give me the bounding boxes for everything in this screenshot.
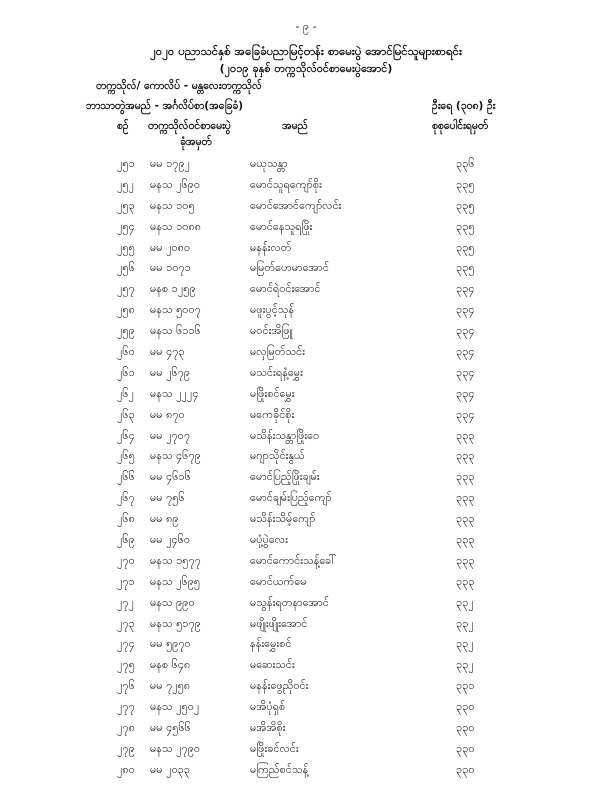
row-number: ၂၇၆	[117, 679, 135, 693]
page-number: - ၉ -	[295, 20, 317, 33]
roll-number: မမ ၅၉၇၀	[150, 637, 191, 651]
roll-number: မနသ ၂၅၀၂	[150, 700, 200, 714]
row-number: ၂၅၁	[117, 157, 135, 170]
table-row	[0, 533, 612, 554]
table-row	[0, 554, 612, 575]
total-marks: ၃၃၃	[456, 512, 475, 526]
row-number: ၂၆၇	[117, 491, 135, 505]
row-number: ၂၆၉	[117, 533, 135, 547]
roll-number: မနသ ၂၆၉၀	[150, 177, 201, 191]
roll-number: မနစ ၆၄၈	[150, 658, 191, 672]
total-marks: ၃၃၃	[456, 574, 475, 588]
row-number: ၂၇၈	[117, 721, 135, 735]
subject-line: ဘာသာတွဲအမည် - အင်္ဂလိပ်စာ(အခြေခံ)	[86, 100, 243, 112]
student-name: မနန်းလတ်	[250, 240, 292, 254]
roll-number: မနသ ၄၆၇၉	[150, 449, 201, 463]
total-marks: ၃၃၁	[456, 679, 475, 693]
table-row	[0, 261, 612, 282]
header-roll: တက္ကသိုလ်ဝင်စာမေးပွဲ	[148, 120, 231, 132]
row-number: ၂၅၈	[117, 303, 135, 317]
table-row	[0, 178, 612, 199]
roll-number: မမ ၄၅၆၆	[150, 721, 191, 735]
table-row	[0, 763, 612, 784]
row-number: ၂၇၂	[117, 595, 134, 609]
roll-number: မနသ ၂၂၂၄	[150, 386, 199, 400]
row-number: ၂၅၅	[117, 240, 135, 254]
roll-number: မနစ ၁၂၅၉	[150, 282, 196, 296]
roll-number: မမ ၁၇၉၂	[150, 157, 191, 170]
roll-number: မမ ၈၉	[150, 512, 179, 526]
total-marks: ၃၃၆	[456, 157, 475, 170]
total-marks: ၃၃၀	[456, 741, 475, 755]
table-row	[0, 199, 612, 220]
roll-number: မနသ ၂၆၉၅	[150, 574, 201, 588]
table-row	[0, 512, 612, 533]
table-row	[0, 617, 612, 638]
results-table	[0, 157, 612, 784]
total-marks: ၃၃၂	[456, 595, 474, 609]
row-number: ၂၅၉	[117, 324, 135, 338]
table-row	[0, 742, 612, 763]
row-number: ၂၆၁	[117, 365, 135, 379]
total-marks: ၃၃၃	[456, 491, 475, 505]
student-name: မအိအိစိုး	[250, 721, 286, 735]
table-row	[0, 596, 612, 617]
total-marks: ၃၃၄	[456, 386, 475, 400]
student-name: မသိန်းသန္တာဖြိုးဝေ	[250, 428, 320, 442]
student-name: မကြည်စင်သန့်	[250, 762, 309, 776]
row-number: ၂၆၅	[117, 449, 135, 463]
roll-number: မမ ၂၆၇၉	[150, 365, 191, 379]
total-marks: ၃၃၂	[456, 616, 474, 630]
total-marks: ၃၃၂	[456, 658, 474, 672]
student-name: မောင်အောင်ကျော်လင်း	[250, 198, 342, 212]
student-name: မောင်ရဲဝင်းအောင်	[250, 282, 321, 296]
header-no: စဉ်	[117, 120, 129, 132]
total-marks: ၃၃၄	[456, 345, 475, 359]
total-marks: ၃၃၄	[456, 407, 475, 421]
row-number: ၂၅၆	[117, 261, 135, 275]
student-name: မောင်ကောင်းသန့်ခေါ်	[250, 553, 337, 567]
table-row	[0, 157, 612, 178]
student-name: မကေခိုင်စိုး	[250, 407, 295, 421]
total-marks: ၃၃၅	[456, 219, 475, 233]
total-marks: ၃၃၅	[456, 198, 475, 212]
table-row	[0, 575, 612, 596]
roll-number: မနသ ၁၀၈၈	[150, 219, 202, 233]
row-number: ၂၇၃	[117, 616, 135, 630]
total-marks: ၃၃၄	[456, 282, 475, 296]
table-row	[0, 366, 612, 387]
row-number: ၂၇၉	[117, 741, 135, 755]
table-row	[0, 721, 612, 742]
student-name: မသိန်းသိမ့်ကျော်	[250, 512, 316, 526]
row-number: ၂၈၀	[117, 762, 135, 776]
roll-number: မနသ ၆၁၁၆	[150, 324, 201, 338]
document-title: ၂၀၂၀ ပညာသင်နှစ် အခြေခံပညာမြင့်တန်း စာမေးပွဲ အောင်မြင်သူများစာရင်း	[150, 44, 462, 58]
university-line: တက္ကသိုလ်/ ကောလိပ် - မန္တလေးတက္ကသိုလ်	[96, 80, 262, 92]
roll-number: မမ ၂၀၃၃	[150, 762, 191, 776]
roll-number: မနသ ၅၀၀၇	[150, 303, 201, 317]
table-row	[0, 658, 612, 679]
roll-number: မမ ၇၅၆	[150, 491, 185, 505]
roll-number: မနသ ၉၉၀	[150, 595, 195, 609]
table-row	[0, 303, 612, 324]
student-name: မအိပုံရှစ်	[250, 700, 286, 714]
table-row	[0, 429, 612, 450]
row-number: ၂၆၃	[117, 407, 135, 421]
total-marks: ၃၃၃	[456, 533, 475, 547]
header-roll-2: ခုံအမှတ်	[180, 136, 212, 148]
student-name: မောင်သူရကျော်စိုး	[250, 177, 322, 191]
student-name: မနန်းဖွေညိုဝင်း	[250, 679, 309, 693]
row-number: ၂၅၇	[117, 282, 135, 296]
student-name: မလှမြတ်သင်း	[250, 345, 305, 359]
row-number: ၂၆၈	[117, 512, 135, 526]
table-row	[0, 324, 612, 345]
total-marks: ၃၃၂	[456, 637, 474, 651]
total-marks: ၃၃၃	[456, 470, 475, 484]
total-marks: ၃၃၄	[456, 324, 475, 338]
student-name: မမြတ်ဟေမာအောင်	[250, 261, 329, 275]
roll-number: မမ ၈၇၀	[150, 407, 185, 421]
total-marks: ၃၃၄	[456, 303, 475, 317]
table-row	[0, 408, 612, 429]
roll-number: မနသ ၂၇၉၀	[150, 741, 201, 755]
row-number: ၂၅၄	[117, 219, 135, 233]
row-number: ၂၇၄	[117, 637, 135, 651]
total-marks: ၃၃၃	[456, 449, 475, 463]
roll-number: မမ ၂၀၈၀	[150, 240, 191, 254]
table-row	[0, 345, 612, 366]
student-name: မောင်ချမ်းပြည့်ကျော်	[250, 491, 332, 505]
student-name: မောင်ယက်မေ	[250, 574, 307, 588]
row-number: ၂၆၄	[117, 428, 135, 442]
row-number: ၂၅၃	[117, 198, 135, 212]
roll-number: မမ ၇၂၅၈	[150, 679, 191, 693]
table-row	[0, 387, 612, 408]
roll-number: မမ ၄၆၁၆	[150, 470, 191, 484]
student-name: နန်းမွှေးစင်	[250, 637, 292, 651]
roll-number: မနသ ၅၁၇၉	[150, 616, 201, 630]
roll-number: မနသ ၁၀၅	[150, 198, 195, 212]
table-row	[0, 220, 612, 241]
student-name: မဖျိုးဖျိုးအောင်	[250, 616, 308, 630]
row-number: ၂၇၅	[117, 658, 135, 672]
student-name: မောင်ပြည့်ဖြိုးချမ်း	[250, 470, 320, 484]
table-row	[0, 637, 612, 658]
table-row	[0, 470, 612, 491]
student-name: မယုသန္တာ	[250, 157, 288, 170]
total-marks: ၃၃၀	[456, 721, 475, 735]
header-name: အမည်	[282, 120, 308, 132]
student-name: မသင်းရနံ့မွှေး	[250, 365, 303, 379]
table-row	[0, 282, 612, 303]
student-name: မဆေးသင်း	[250, 658, 295, 672]
roll-number: မမ ၄၇၃	[150, 345, 185, 359]
table-row	[0, 700, 612, 721]
total-marks: ၃၃၅	[456, 240, 475, 254]
total-marks: ၃၃၅	[456, 177, 475, 191]
total-marks: ၃၃၃	[456, 428, 475, 442]
student-name: မဖူးပွင့်သုန်	[250, 303, 295, 317]
table-row	[0, 241, 612, 262]
total-marks: ၃၃၃	[456, 553, 475, 567]
row-number: ၂၆၆	[117, 470, 135, 484]
student-name: မဖြိုးခင်လင်း	[250, 741, 299, 755]
student-name: မဂျာသိုင်းနွယ်	[250, 449, 305, 463]
student-name: မသွန်းရတနာအောင်	[250, 595, 329, 609]
document-subtitle: (၂၀၁၉ ခုနှစ် တက္ကသိုလ်ဝင်စာမေးပွဲအောင်)	[219, 62, 393, 75]
roll-number: မမ ၁၀၇၁	[150, 261, 191, 275]
header-marks: စုစုပေါင်းရမှတ်	[432, 120, 489, 132]
roll-number: မမ ၂၄၆၀	[150, 533, 191, 547]
student-name: မဖြိုးစင်မွှေး	[250, 386, 295, 400]
table-row	[0, 679, 612, 700]
total-marks: ၃၃၀	[456, 700, 475, 714]
student-name: မပုံ့ပွဲလေး	[250, 533, 288, 547]
student-name: မောင်နေသူရဖြိုး	[250, 219, 313, 233]
table-row	[0, 491, 612, 512]
total-count: ဦးရေ (၃၀၈) ဦး	[432, 100, 496, 112]
row-number: ၂၇၁	[117, 574, 135, 588]
row-number: ၂၆၀	[117, 345, 135, 359]
total-marks: ၃၃၄	[456, 365, 475, 379]
row-number: ၂၇၀	[117, 553, 135, 567]
student-name: မဝင်းအိဖြူ	[250, 324, 293, 338]
row-number: ၂၆၂	[117, 386, 134, 400]
roll-number: မနသ ၁၅၇၇	[150, 553, 201, 567]
roll-number: မမ ၂၇၀၇	[150, 428, 191, 442]
row-number: ၂၇၇	[117, 700, 135, 714]
total-marks: ၃၃၀	[456, 762, 475, 776]
row-number: ၂၅၂	[117, 177, 134, 191]
table-row	[0, 449, 612, 470]
total-marks: ၃၃၅	[456, 261, 475, 275]
